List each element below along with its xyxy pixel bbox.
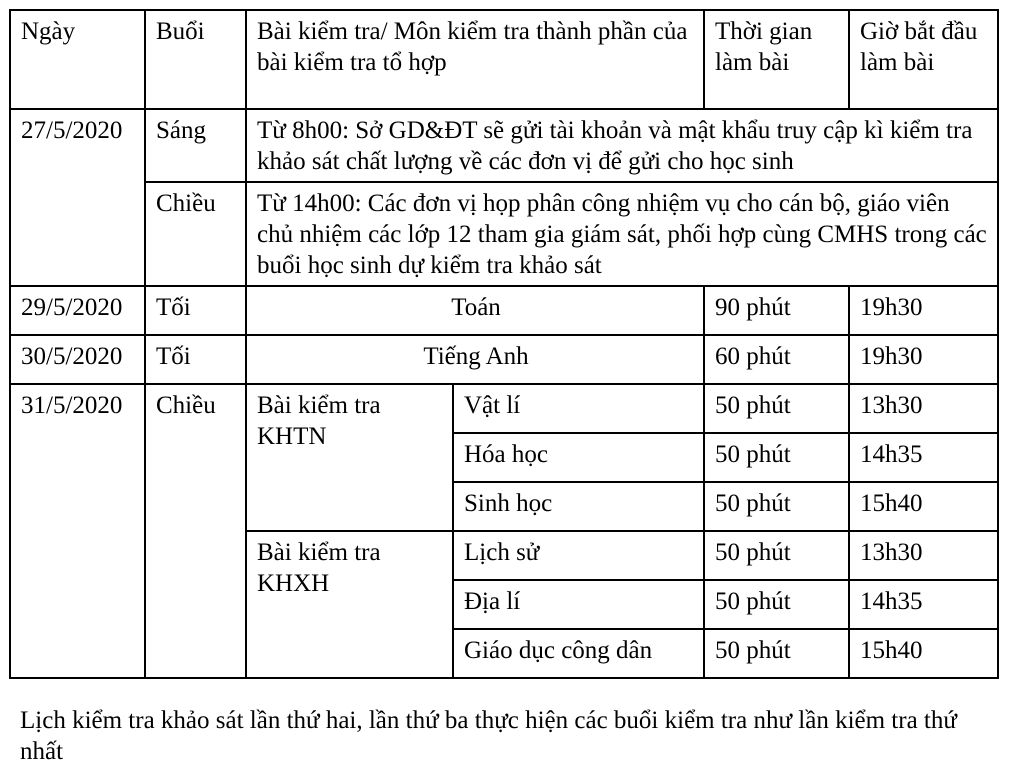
date-cell: 30/5/2020	[10, 335, 145, 384]
exam-schedule-table	[9, 9, 999, 679]
subject-cell: Hóa học	[453, 433, 704, 482]
header-row	[10, 10, 998, 109]
date-cell: 29/5/2020	[10, 286, 145, 335]
subject-cell: Vật lí	[453, 384, 704, 433]
header-duration: Thời gian làm bài	[704, 10, 849, 109]
start-time-cell: 13h30	[849, 531, 998, 580]
session-cell: Chiều	[145, 384, 246, 678]
start-time-cell: 14h35	[849, 433, 998, 482]
duration-cell: 90 phút	[704, 286, 849, 335]
duration-cell: 50 phút	[704, 531, 849, 580]
table-row	[10, 286, 998, 335]
duration-cell: 50 phút	[704, 433, 849, 482]
session-cell: Tối	[145, 286, 246, 335]
subject-cell: Tiếng Anh	[246, 335, 704, 384]
header-day: Ngày	[10, 10, 145, 109]
header-session: Buổi	[145, 10, 246, 109]
group-cell: Bài kiểm tra KHTN	[246, 384, 453, 531]
start-time-cell: 13h30	[849, 384, 998, 433]
subject-cell: Địa lí	[453, 580, 704, 629]
duration-cell: 50 phút	[704, 482, 849, 531]
group-cell: Bài kiểm tra KHXH	[246, 531, 453, 678]
date-cell: 31/5/2020	[10, 384, 145, 678]
start-time-cell: 19h30	[849, 286, 998, 335]
duration-cell: 50 phút	[704, 580, 849, 629]
subject-cell: Lịch sử	[453, 531, 704, 580]
start-time-cell: 19h30	[849, 335, 998, 384]
subject-cell: Toán	[246, 286, 704, 335]
start-time-cell: 15h40	[849, 482, 998, 531]
subject-cell: Giáo dục công dân	[453, 629, 704, 678]
session-cell: Sáng	[145, 109, 246, 182]
session-cell: Tối	[145, 335, 246, 384]
session-cell: Chiều	[145, 182, 246, 286]
subject-cell: Sinh học	[453, 482, 704, 531]
header-start-time: Giờ bắt đầu làm bài	[849, 10, 998, 109]
table-row	[10, 182, 998, 286]
duration-cell: 50 phút	[704, 629, 849, 678]
start-time-cell: 14h35	[849, 580, 998, 629]
start-time-cell: 15h40	[849, 629, 998, 678]
table-row	[10, 109, 998, 182]
date-cell: 27/5/2020	[10, 109, 145, 286]
duration-cell: 60 phút	[704, 335, 849, 384]
note-cell: Từ 8h00: Sở GD&ĐT sẽ gửi tài khoản và mật khẩu truy cập kì kiểm tra khảo sát chất lượng về các đơn vị để gửi cho học sinh	[246, 109, 998, 182]
table-row	[10, 335, 998, 384]
header-test: Bài kiểm tra/ Môn kiểm tra thành phần của bài kiểm tra tổ hợp	[246, 10, 704, 109]
table-row	[10, 384, 998, 433]
footnote: Lịch kiểm tra khảo sát lần thứ hai, lần thứ ba thực hiện các buổi kiểm tra như lần kiểm tra thứ nhất	[20, 707, 957, 765]
note-cell: Từ 14h00: Các đơn vị họp phân công nhiệm vụ cho cán bộ, giáo viên chủ nhiệm các lớp 12 tham gia giám sát, phối hợp cùng CMHS trong các buổi học sinh dự kiểm tra khảo sát	[246, 182, 998, 286]
duration-cell: 50 phút	[704, 384, 849, 433]
